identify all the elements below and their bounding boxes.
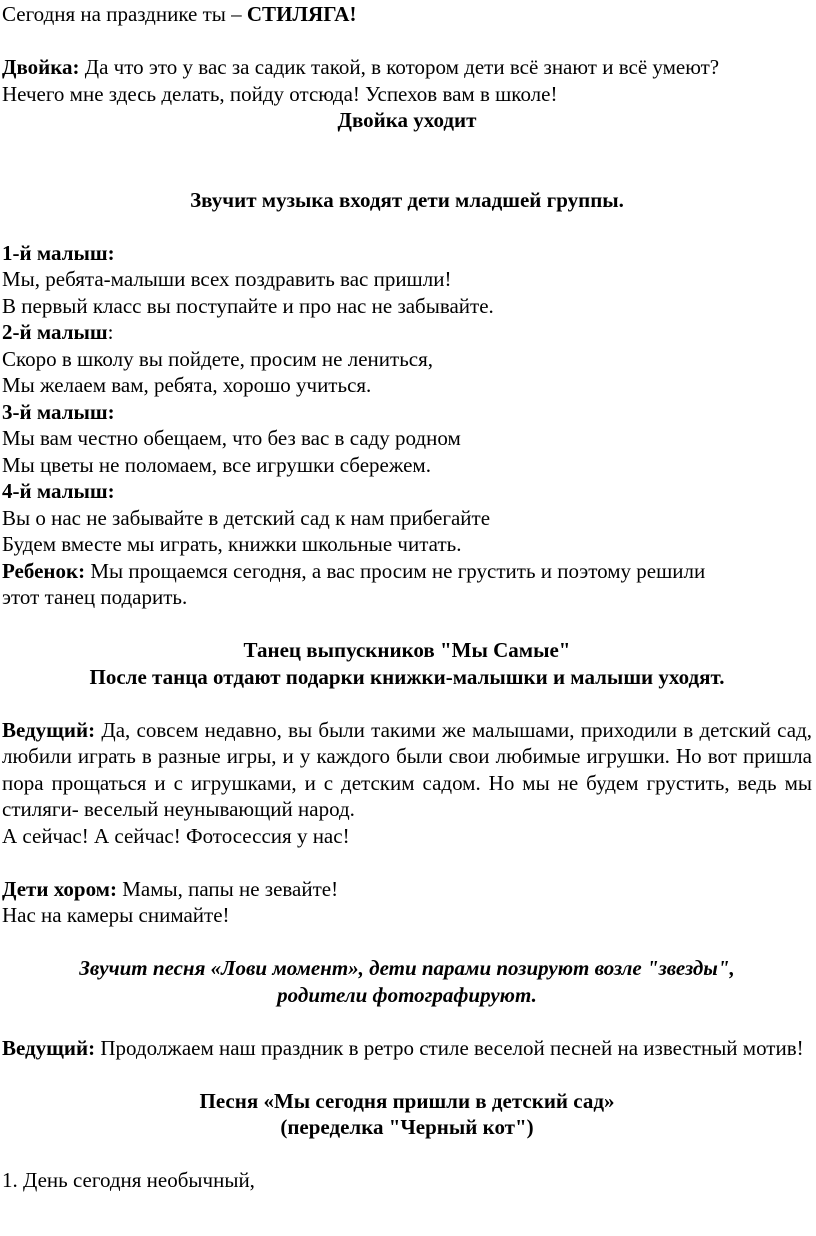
kid-1-line-1: Мы, ребята-малыши всех поздравить вас пришли! — [2, 267, 452, 291]
spacer — [2, 1141, 812, 1168]
chorus-paragraph: Дети хором: Мамы, папы не зевайте! — [2, 876, 339, 901]
kid-4-line-2: Будем вместе мы играть, книжки школьные читать. — [2, 532, 462, 556]
speaker-dvoika: Двойка: — [2, 55, 80, 79]
speaker-chorus: Дети хором: — [2, 876, 117, 901]
spacer — [2, 213, 812, 240]
verse-1-line-1: 1. День сегодня необычный, — [2, 1168, 255, 1192]
song-title-line-1: Песня «Мы сегодня пришли в детский сад» — [199, 1088, 615, 1113]
spacer — [2, 690, 812, 717]
chorus-line-2: Нас на камеры снимайте! — [2, 903, 230, 927]
kid-3-line-1: Мы вам честно обещаем, что без вас в саду родном — [2, 426, 461, 450]
speaker-kid-3: 3-й малыш: — [2, 399, 115, 424]
speaker-host: Ведущий: — [2, 1035, 96, 1060]
spacer — [2, 849, 812, 876]
host-photosession-line: А сейчас! А сейчас! Фотосессия у нас! — [2, 823, 350, 848]
speaker-kid-1: 1-й малыш: — [2, 240, 115, 265]
speaker-kid-4: 4-й малыш: — [2, 479, 115, 503]
spacer — [2, 28, 812, 55]
spacer — [2, 1008, 812, 1035]
stage-direction-song-photo-1: Звучит песня «Лови момент», дети парами позируют возле "звезды", — [79, 956, 735, 980]
kid-3-line-2: Мы цветы не поломаем, все игрушки сбережем. — [2, 452, 431, 477]
kid-1-line-2: В первый класс вы поступайте и про нас не забывайте. — [2, 293, 494, 318]
kid-4-line-1: Вы о нас не забывайте в детский сад к нам прибегайте — [2, 505, 491, 530]
child-paragraph: Ребенок: Мы прощаемся сегодня, а вас просим не грустить и поэтому решили — [2, 558, 706, 583]
stage-direction-song-photo-2: родители фотографируют. — [277, 982, 537, 1007]
intro-line: Сегодня на празднике ты – СТИЛЯГА! — [2, 2, 357, 26]
kid-2-line-1: Скоро в школу вы пойдете, просим не лениться, — [2, 346, 434, 371]
stage-direction-after-dance: После танца отдают подарки книжки-малышки и малыши уходят. — [89, 664, 725, 689]
spacer — [2, 929, 812, 956]
stage-direction-dvoika-leaves: Двойка уходит — [337, 108, 477, 132]
dance-title: Танец выпускников "Мы Самые" — [243, 638, 571, 662]
spacer — [2, 134, 812, 187]
speaker-kid-2: 2-й малыш: — [2, 320, 114, 344]
speaker-child: Ребенок: — [2, 558, 86, 583]
host-paragraph-2: Ведущий: Продолжаем наш праздник в ретро стиле веселой песней на известный мотив! — [2, 1035, 804, 1060]
stage-direction-music: Звучит музыка входят дети младшей группы. — [190, 187, 624, 212]
stilyaga-word: СТИЛЯГА! — [246, 2, 357, 26]
spacer — [2, 1061, 812, 1088]
song-title-line-2: (переделка "Черный кот") — [280, 1115, 534, 1139]
kid-2-line-2: Мы желаем вам, ребята, хорошо учиться. — [2, 373, 372, 397]
child-line-2: этот танец подарить. — [2, 585, 188, 609]
host-paragraph-1: Ведущий: Да, совсем недавно, вы были такими же малышами, приходили в детский сад, любили играть в разные игры, и у каждого были свои любимые игрушки. Но вот пришла пора прощаться и с игрушками, и с детским садом. Но мы не будем грустить, ведь мы стиляги- веселый неунывающий народ. — [2, 717, 812, 821]
speaker-host: Ведущий: — [2, 717, 96, 742]
dvoika-paragraph: Двойка: Да что это у вас за садик такой, в котором дети всё знают и всё умеют? — [2, 55, 720, 79]
spacer — [2, 611, 812, 638]
dvoika-line-2: Нечего мне здесь делать, пойду отсюда! Успехов вам в школе! — [2, 81, 558, 106]
